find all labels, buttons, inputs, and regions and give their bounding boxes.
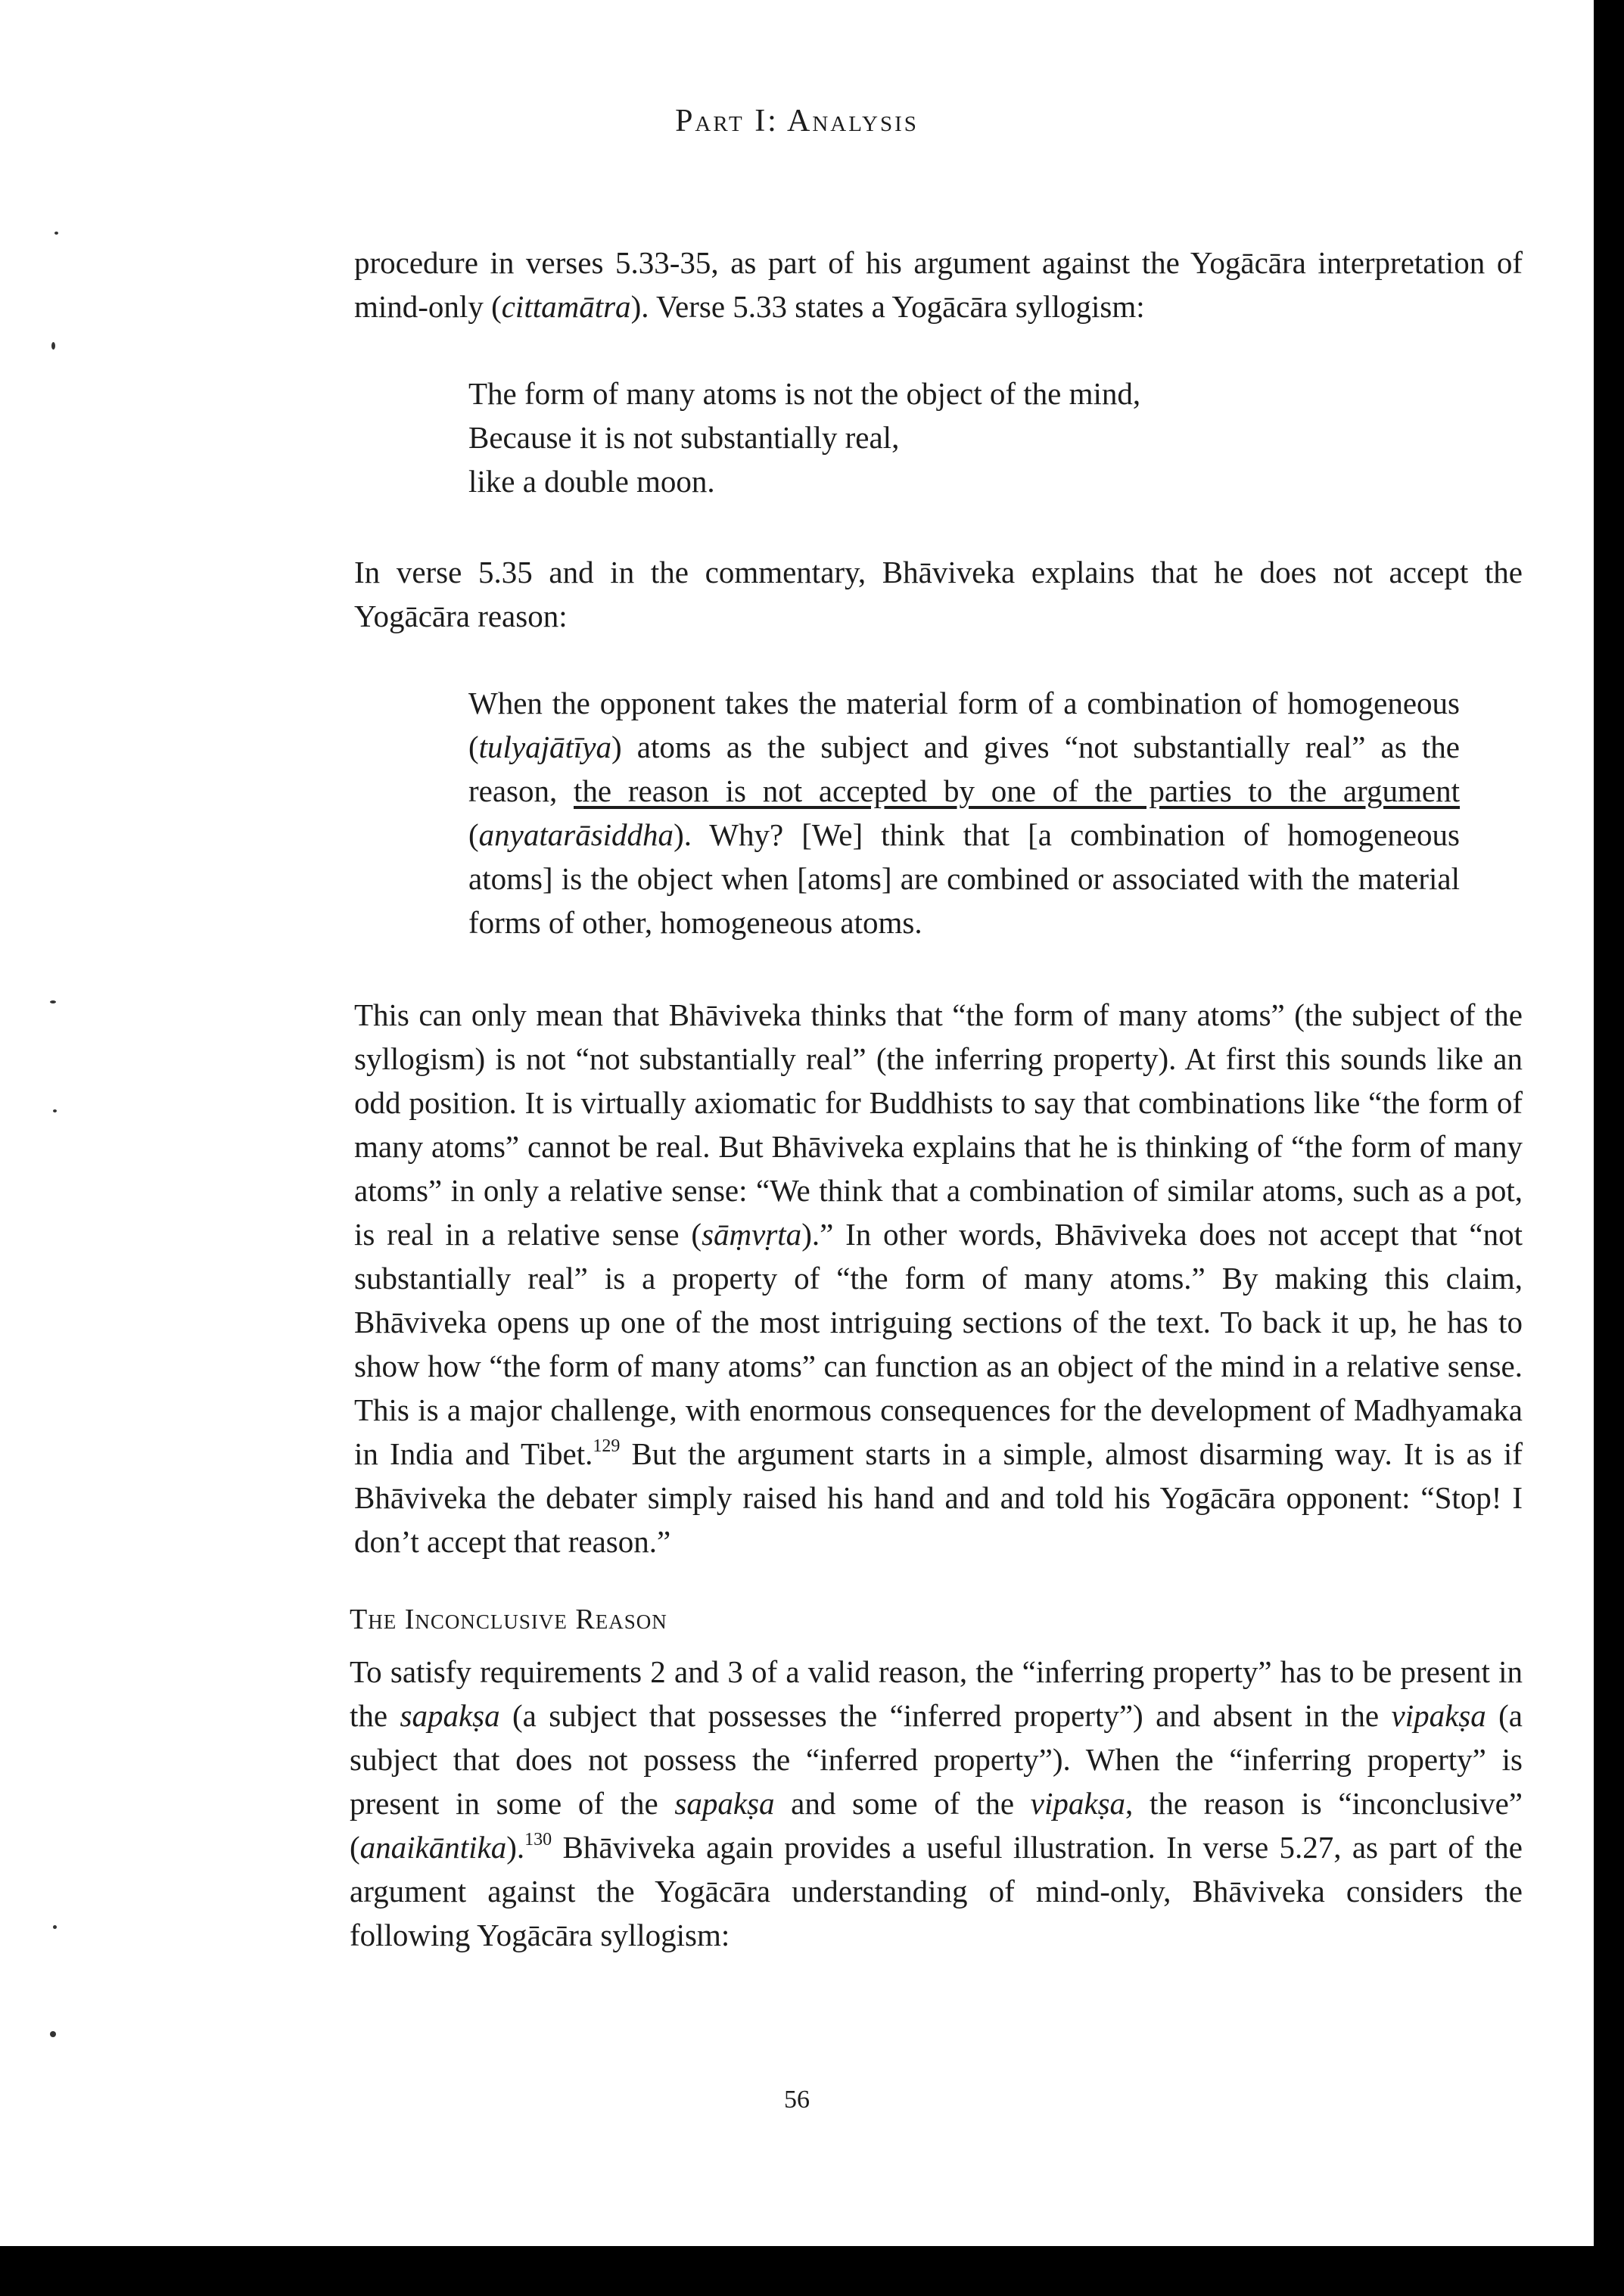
text-run: ) atoms as the subject and gives “not substantially real” as the reason, (468, 730, 1460, 808)
scan-speck (51, 342, 55, 350)
footnote-marker[interactable]: 129 (593, 1436, 621, 1456)
text-run: ). (506, 1830, 525, 1865)
text-run: ( (468, 817, 479, 852)
scan-speck (50, 2031, 56, 2037)
verse-line: like a double moon. (468, 464, 715, 499)
italic-term: anyatarāsiddha (478, 817, 674, 852)
text-run: But the argument starts in a simple, almost disarming way. It is as if Bhāviveka the debater simply raised his hand and and told his Yogācāra opponent: “Stop! I don’t accept that reason.” (354, 1436, 1523, 1559)
text-run: ). Why? [We] think that [a combination of homogeneous atoms] is the object when [atoms] are combined or associated with the material forms of other, homogeneous atoms. (468, 817, 1460, 940)
text-run: , the reason is “inconclusive” ( (350, 1786, 1523, 1865)
italic-term: cittamātra (501, 289, 631, 324)
text-run: (a subject that possesses the “inferred property”) and absent in the (499, 1698, 1392, 1733)
scan-edge-right (1594, 0, 1624, 2296)
underlined-phrase: the reason is not accepted by one of the parties to the argument (574, 773, 1460, 808)
italic-term: anaikāntika (359, 1830, 507, 1865)
text-run: and some of the (774, 1786, 1031, 1821)
italic-term: sāṃvṛta (702, 1217, 802, 1252)
section-heading-text: The Inconclusive Reason (350, 1604, 667, 1635)
text-run: To satisfy requirements 2 and 3 of a valid reason, the “inferring property” has to be present in the (350, 1654, 1523, 1733)
italic-term: vipakṣa (1391, 1698, 1486, 1733)
scan-speck (53, 1109, 57, 1112)
paragraph-inconclusive (350, 1650, 1523, 1957)
scan-speck (53, 1925, 57, 1929)
text-run: procedure in verses 5.33-35, as part of his argument against the Yogācāra interpretation of mind-only ( (354, 245, 1523, 324)
page-number: 56 (784, 2086, 810, 2114)
running-header (0, 103, 1594, 139)
running-header-text: Part I: Analysis (675, 104, 919, 138)
paragraph-verse-535 (354, 550, 1523, 638)
italic-term: sapakṣa (674, 1786, 775, 1821)
scan-speck (54, 232, 58, 235)
verse-line: The form of many atoms is not the object of the mind, (468, 376, 1141, 411)
text-run: (a subject that does not possess the “inferred property”). When the “inferring property” is present in some of the (350, 1698, 1523, 1821)
text-run: When the opponent takes the material form of a combination of homogeneous ( (468, 686, 1460, 764)
text-run: In verse 5.35 and in the commentary, Bhāviveka explains that he does not accept the Yogācāra reason: (354, 555, 1523, 633)
italic-term: sapakṣa (400, 1698, 500, 1733)
italic-term: vipakṣa (1030, 1786, 1126, 1821)
text-run: This can only mean that Bhāviveka thinks that “the form of many atoms” (the subject of the syllogism) is not “not substantially real” (the inferring property). At first this sounds like an odd position. It is virtually axiomatic for Buddhists to say that combinations like “the form of many atoms” cannot be real. But Bhāviveka explains that he is thinking of “the form of many atoms” in only a relative sense: “We think that a combination of similar atoms, such as a pot, is real in a relative sense ( (354, 997, 1523, 1252)
section-heading (350, 1603, 667, 1636)
paragraph-analysis (354, 993, 1523, 1563)
text-run: Bhāviveka again provides a useful illustration. In verse 5.27, as part of the argument against the Yogācāra understanding of mind-only, Bhāviveka considers the following Yogācāra syllogism: (350, 1830, 1523, 1952)
paragraph-intro (354, 241, 1523, 328)
verse-quote (468, 372, 1460, 503)
text-run: ). Verse 5.33 states a Yogācāra syllogism: (630, 289, 1145, 324)
verse-line: Because it is not substantially real, (468, 420, 900, 455)
footnote-marker[interactable]: 130 (524, 1830, 552, 1850)
scan-speck (50, 1000, 56, 1003)
block-quote-commentary (468, 681, 1460, 944)
text-run: ).” In other words, Bhāviveka does not accept that “not substantially real” is a property of “the form of many atoms.” By making this claim, Bhāviveka opens up one of the most intriguing sections of the text. To back it up, he has to show how “the form of many atoms” can function as an object of the mind in a relative sense. This is a major challenge, with enormous consequences for the development of Madhyamaka in India and Tibet. (354, 1217, 1523, 1471)
scan-edge-bottom (0, 2246, 1624, 2296)
italic-term: tulyajātīya (478, 730, 612, 764)
